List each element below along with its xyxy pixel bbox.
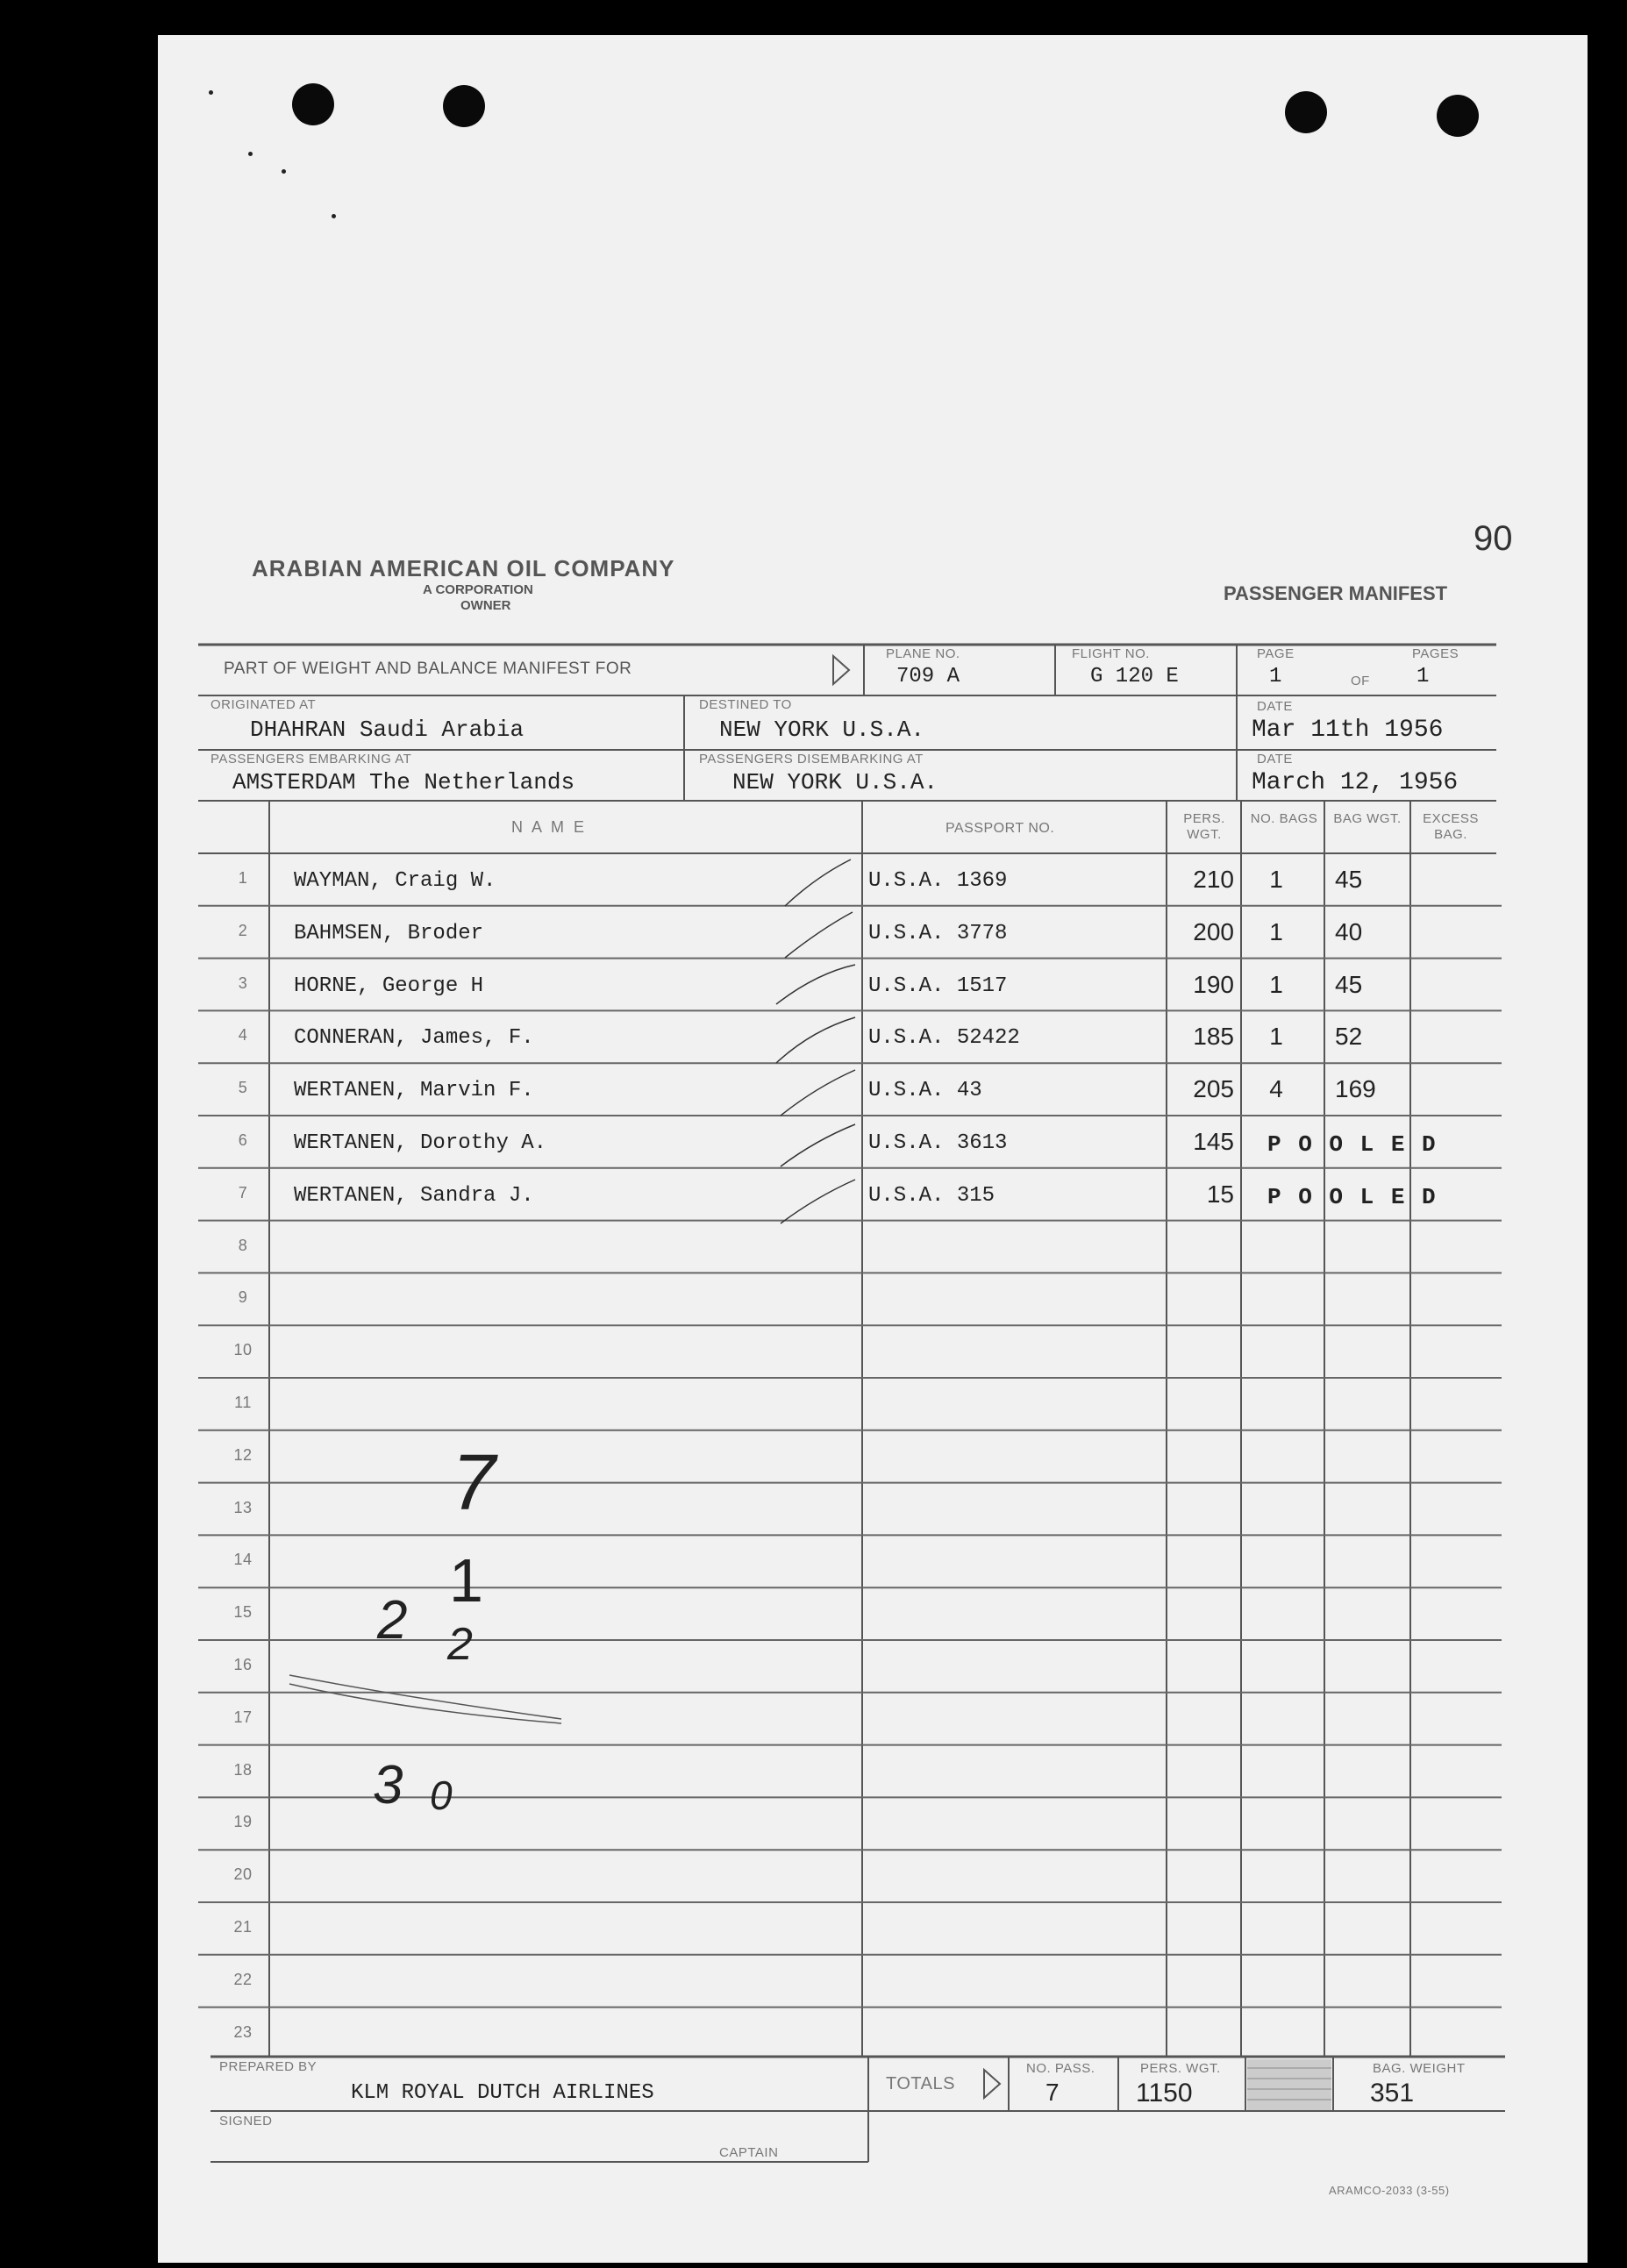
pers-weight: 145 (1193, 1128, 1234, 1155)
row-number: 14 (233, 1551, 253, 1569)
embark-label: PASSENGERS EMBARKING AT (211, 752, 412, 767)
pers-weight: 205 (1193, 1075, 1234, 1103)
totals-label: TOTALS (886, 2074, 955, 2093)
handwritten-note: 2 (377, 1590, 408, 1651)
page-stamp: 90 (1474, 519, 1513, 558)
of-label: OF (1351, 674, 1370, 688)
originated-label: ORIGINATED AT (211, 697, 317, 712)
bag-weight: 52 (1335, 1023, 1363, 1051)
owner-label: OWNER (460, 598, 511, 613)
date1-value: Mar 11th 1956 (1252, 717, 1444, 744)
passport-number: U.S.A. 3613 (868, 1131, 1008, 1155)
col-no-bags-header: NO. BAGS (1250, 811, 1318, 826)
passenger-name: HORNE, George H (294, 974, 484, 998)
pers-weight: 200 (1193, 917, 1234, 945)
row-number: 19 (233, 1813, 253, 1831)
passport-number: U.S.A. 1369 (868, 869, 1008, 893)
row-number: 12 (233, 1445, 253, 1464)
destined-label: DESTINED TO (699, 697, 792, 712)
row-number: 16 (233, 1656, 253, 1673)
pooled-note: P O O L E D (1267, 1131, 1438, 1158)
passenger-name: WERTANEN, Sandra J. (294, 1183, 534, 1208)
originated-value: DHAHRAN Saudi Arabia (250, 717, 524, 743)
passport-number: U.S.A. 52422 (868, 1026, 1020, 1051)
bag-weight-label: BAG. WEIGHT (1373, 2061, 1466, 2076)
passenger-name: WAYMAN, Craig W. (294, 869, 496, 893)
row-number: 3 (238, 974, 248, 992)
passenger-name: WERTANEN, Dorothy A. (294, 1131, 547, 1155)
pers-wgt-total-value: 1150 (1136, 2079, 1193, 2108)
destined-value: NEW YORK U.S.A. (719, 717, 925, 743)
row-number: 17 (233, 1708, 253, 1726)
form-number: ARAMCO-2033 (3-55) (1329, 2184, 1450, 2197)
pers-weight: 210 (1193, 866, 1234, 893)
row-number: 8 (238, 1236, 248, 1254)
passport-number: U.S.A. 315 (868, 1183, 995, 1208)
flight-no-value: G 120 E (1090, 665, 1179, 688)
row-number: 2 (238, 921, 248, 939)
row-number: 9 (238, 1288, 248, 1307)
disembark-value: NEW YORK U.S.A. (732, 769, 938, 795)
bag-weight: 40 (1335, 917, 1363, 945)
pooled-note: P O O L E D (1267, 1183, 1438, 1210)
plane-no-value: 709 A (896, 665, 960, 688)
no-pass-value: 7 (1045, 2079, 1060, 2106)
bag-weight-value: 351 (1370, 2079, 1415, 2108)
pers-weight: 185 (1193, 1023, 1234, 1051)
handwritten-note: 1 (449, 1546, 483, 1615)
row-number: 21 (233, 1918, 253, 1936)
handwritten-note: 2 (447, 1619, 473, 1670)
row-number: 20 (233, 1865, 253, 1884)
page-label: PAGE (1257, 646, 1295, 661)
handwritten-note: 3 (373, 1755, 403, 1815)
row-number: 6 (238, 1131, 248, 1149)
pers-weight: 190 (1193, 970, 1234, 998)
row-number: 5 (238, 1079, 248, 1097)
company-name: ARABIAN AMERICAN OIL COMPANY (252, 555, 675, 581)
passenger-name: CONNERAN, James, F. (294, 1026, 534, 1051)
bag-weight: 45 (1335, 866, 1363, 893)
corporation-label: A CORPORATION (423, 582, 533, 597)
no-bags: 4 (1269, 1075, 1283, 1103)
plane-no-label: PLANE NO. (886, 646, 960, 661)
passenger-name: WERTANEN, Marvin F. (294, 1079, 534, 1103)
prepared-by-value: KLM ROYAL DUTCH AIRLINES (351, 2081, 654, 2105)
date2-value: March 12, 1956 (1252, 769, 1459, 796)
row-number: 1 (238, 869, 248, 887)
row-number: 4 (238, 1026, 248, 1045)
passport-number: U.S.A. 1517 (868, 974, 1008, 998)
disembark-label: PASSENGERS DISEMBARKING AT (699, 752, 924, 767)
no-pass-label: NO. PASS. (1026, 2061, 1095, 2076)
row-number: 23 (233, 2022, 253, 2041)
part-of-manifest-label: PART OF WEIGHT AND BALANCE MANIFEST FOR (224, 660, 632, 678)
col-excess-header: EXCESS BAG. (1423, 811, 1479, 842)
row-number: 15 (233, 1603, 253, 1622)
no-bags: 1 (1269, 970, 1283, 998)
col-pers-wgt-header: PERS. WGT. (1183, 811, 1225, 842)
pages-value: 1 (1416, 665, 1430, 688)
row-number: 22 (233, 1970, 253, 1988)
signed-label: SIGNED (219, 2114, 273, 2129)
no-bags: 1 (1269, 1023, 1283, 1051)
flight-no-label: FLIGHT NO. (1072, 646, 1150, 661)
no-bags: 1 (1269, 917, 1283, 945)
passport-number: U.S.A. 3778 (868, 921, 1008, 945)
date1-label: DATE (1257, 699, 1293, 714)
date2-label: DATE (1257, 752, 1293, 767)
row-number: 13 (233, 1498, 253, 1516)
col-bag-wgt-header: BAG WGT. (1333, 811, 1402, 826)
handwritten-note: 7 (452, 1439, 496, 1527)
col-passport-header: PASSPORT NO. (946, 821, 1055, 836)
prepared-by-label: PREPARED BY (219, 2059, 318, 2074)
bag-weight: 169 (1335, 1075, 1376, 1103)
passport-number: U.S.A. 43 (868, 1079, 982, 1103)
row-number: 18 (233, 1760, 253, 1779)
pages-label: PAGES (1412, 646, 1459, 661)
row-number: 11 (234, 1394, 252, 1411)
handwritten-note: 0 (430, 1772, 453, 1818)
col-name-header: N A M E (511, 818, 588, 836)
passenger-name: BAHMSEN, Broder (294, 921, 484, 945)
embark-value: AMSTERDAM The Netherlands (232, 769, 575, 795)
pers-weight: 15 (1206, 1180, 1234, 1208)
pers-wgt-total-label: PERS. WGT. (1140, 2061, 1221, 2076)
row-number: 10 (233, 1341, 253, 1359)
document-title: PASSENGER MANIFEST (1224, 582, 1448, 604)
bag-weight: 45 (1335, 970, 1363, 998)
page-value: 1 (1269, 665, 1282, 688)
row-number: 7 (238, 1183, 248, 1202)
no-bags: 1 (1269, 866, 1283, 893)
captain-label: CAPTAIN (719, 2145, 779, 2160)
